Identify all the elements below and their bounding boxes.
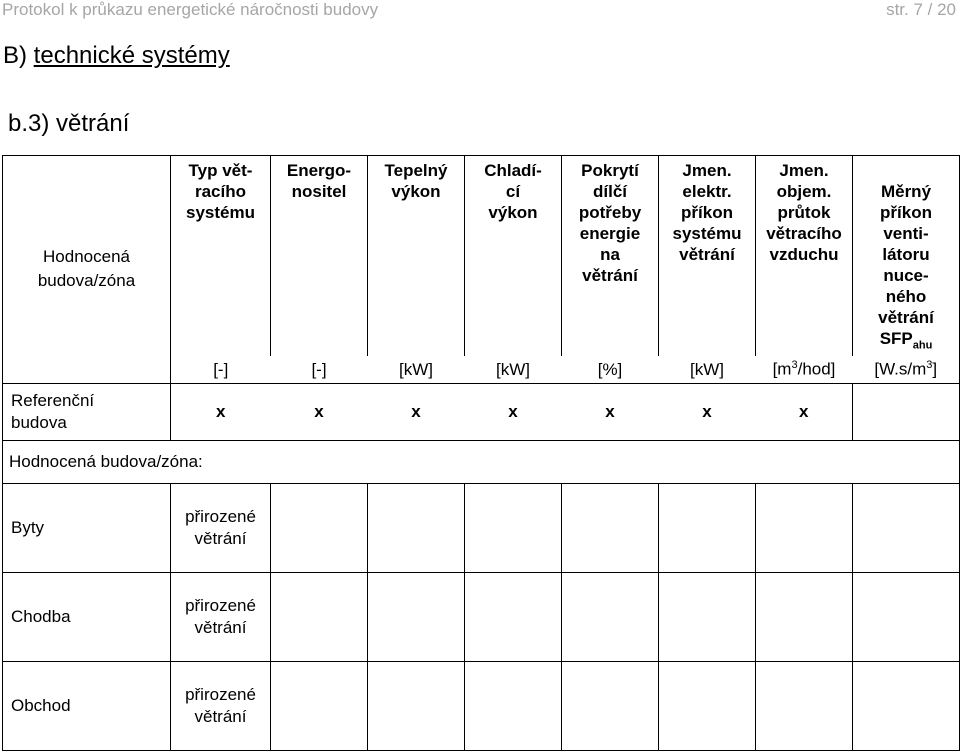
zone-cell[interactable] [368,483,465,572]
reference-value: x [562,383,659,440]
ventilation-table [2,155,960,751]
zone-cell[interactable] [562,483,659,572]
section-heading [3,42,230,70]
zone-cell[interactable] [853,661,960,750]
reference-value: x [659,383,756,440]
evaluated-spacer-end [853,440,960,483]
zone-name: Chodba [3,572,171,661]
corner-label: Hodnocená budova/zóna [3,156,171,384]
unit-typ: [-] [171,356,271,383]
zone-cell[interactable] [465,661,562,750]
col-header-sfp-sub: ahu [912,339,933,352]
zone-type: přirozené větrání [171,483,271,572]
reference-value: x [465,383,562,440]
unit-pokryti: [%] [562,356,659,383]
document-title: Protokol k průkazu energetické náročnosti budovy [2,0,379,19]
reference-value: x [271,383,368,440]
zone-cell[interactable] [465,483,562,572]
col-header-tepelny-vykon: Tepelný výkon [368,156,465,357]
zone-type: přirozené větrání [171,572,271,661]
reference-value [853,383,960,440]
zone-cell[interactable] [465,572,562,661]
subsection-heading: b.3) větrání [8,110,130,137]
reference-label: Referenční budova [3,383,171,440]
zone-cell[interactable] [271,483,368,572]
reference-value: x [756,383,853,440]
unit-sfp-rest: ] [932,359,938,379]
zone-type: přirozené větrání [171,661,271,750]
zone-cell[interactable] [659,661,756,750]
unit-objem-sup: 3 [791,359,798,372]
unit-tepelny-vykon: [kW] [368,356,465,383]
unit-sfp-base: [W.s/m [874,359,927,379]
zone-cell[interactable] [271,572,368,661]
zone-cell[interactable] [659,572,756,661]
zone-cell[interactable] [853,572,960,661]
zone-cell[interactable] [368,572,465,661]
unit-chladici-vykon: [kW] [465,356,562,383]
col-header-objem-prutok: Jmen. objem. průtok větracího vzduchu [756,156,853,357]
zone-cell[interactable] [659,483,756,572]
zone-cell[interactable] [271,661,368,750]
col-header-sfp-text: Měrný příkon venti- látoru nuce- ného větrání [878,182,934,327]
zone-name: Obchod [3,661,171,750]
zone-cell[interactable] [756,483,853,572]
zone-name: Byty [3,483,171,572]
zone-cell[interactable] [368,661,465,750]
unit-objem-rest: /hod] [797,359,836,379]
unit-elektr-prikon: [kW] [659,356,756,383]
unit-sfp [853,356,960,383]
unit-objem-base: [m [772,359,792,379]
evaluated-section-label: Hodnocená budova/zóna: [3,440,271,483]
col-header-energonositel: Energo- nositel [271,156,368,357]
zone-cell[interactable] [853,483,960,572]
zone-cell[interactable] [756,661,853,750]
col-header-elektr-prikon: Jmen. elektr. příkon systému větrání [659,156,756,357]
unit-objem-prutok [756,356,853,383]
page-header [0,0,960,22]
reference-value: x [368,383,465,440]
page-number: str. 7 / 20 [886,0,956,19]
zone-cell[interactable] [756,572,853,661]
section-prefix: B) [3,42,34,69]
col-header-typ: Typ vět- racího systému [171,156,271,357]
reference-value: x [171,383,271,440]
zone-cell[interactable] [562,661,659,750]
col-header-sfp-symbol: SFP [879,329,913,348]
col-header-pokryti: Pokrytí dílčí potřeby energie na větrání [562,156,659,357]
unit-sfp-sup: 3 [926,359,933,372]
col-header-sfp [853,156,960,357]
unit-energonositel: [-] [271,356,368,383]
col-header-chladici-vykon: Chladí- cí výkon [465,156,562,357]
zone-cell[interactable] [562,572,659,661]
section-title: technické systémy [33,42,230,69]
evaluated-spacer [271,440,853,483]
